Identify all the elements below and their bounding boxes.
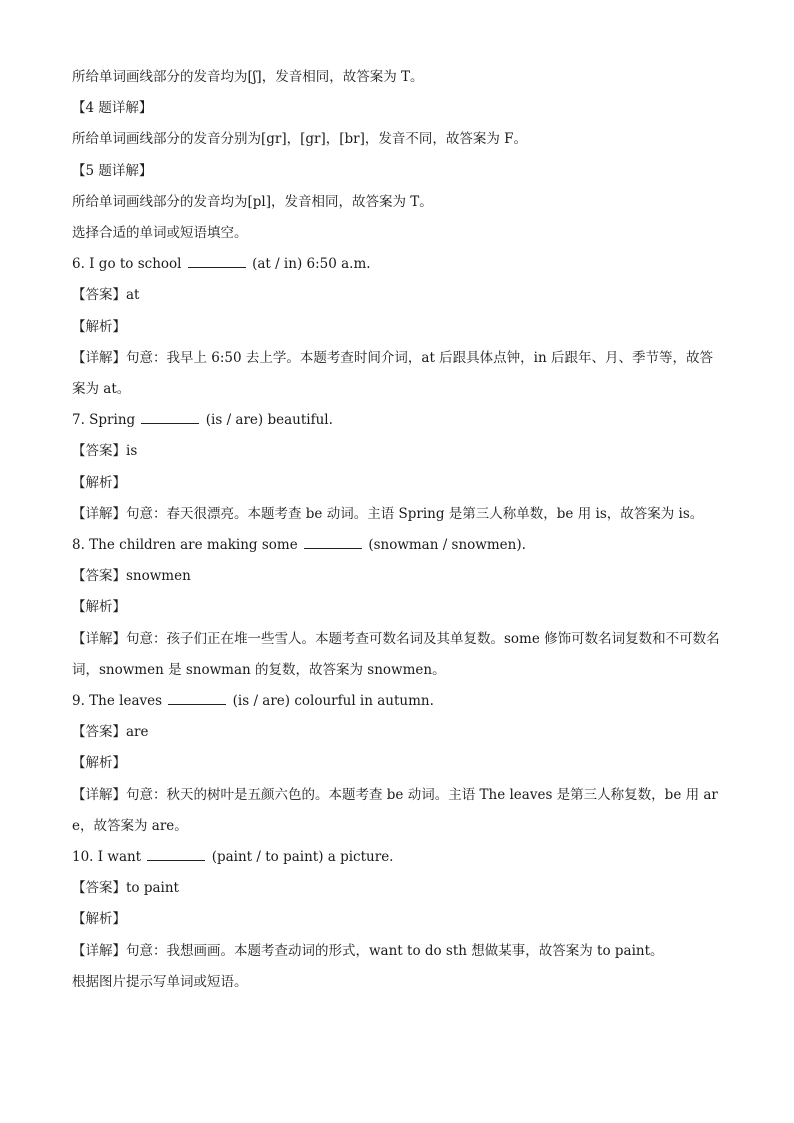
- question-options: (at / in) 6:50 a.m.: [252, 256, 371, 273]
- question-text: 8. The children are making some: [72, 537, 298, 554]
- answer-9: 【答案】are: [72, 724, 149, 741]
- answer-blank: [147, 849, 205, 861]
- explanation-q5: 所给单词画线部分的发音均为[pl]，发音相同，故答案为 T。: [72, 193, 433, 210]
- question-7: [72, 405, 722, 436]
- next-section-instruction: 根据图片提示写单词或短语。: [72, 973, 248, 990]
- detail-7: 【详解】句意：春天很漂亮。本题考查 be 动词。主语 Spring 是第三人称单数，be 用 is，故答案为 is。: [72, 505, 704, 522]
- answer-8: 【答案】snowmen: [72, 568, 191, 585]
- explanation-q4: 所给单词画线部分的发音分别为[gr]，[gr]，[br]，发音不同，故答案为 F。: [72, 131, 528, 148]
- question-text: 10. I want: [72, 849, 142, 866]
- answer-6: 【答案】at: [72, 287, 140, 304]
- question-8: [72, 530, 722, 561]
- question-9: [72, 686, 722, 717]
- detail-9: 【详解】句意：秋天的树叶是五颜六色的。本题考查 be 动词。主语 The leaves 是第三人称复数，be 用 are，故答案为 are。: [72, 786, 718, 834]
- question-10: [72, 842, 722, 873]
- section-instruction: 选择合适的单词或短语填空。: [72, 225, 248, 242]
- analysis-7: 【解析】: [72, 474, 126, 491]
- question-options: (snowman / snowmen).: [368, 537, 526, 554]
- analysis-9: 【解析】: [72, 755, 126, 772]
- detail-8: 【详解】句意：孩子们正在堆一些雪人。本题考查可数名词及其单复数。some 修饰可数名词复数和不可数名词，snowmen 是 snowman 的复数，故答案为 snowmen。: [72, 630, 720, 678]
- answer-10: 【答案】to paint: [72, 880, 179, 897]
- question-options: (paint / to paint) a picture.: [211, 849, 394, 866]
- answer-7: 【答案】is: [72, 443, 138, 460]
- explanation-q3: 所给单词画线部分的发音均为[ʃ]，发音相同，故答案为 T。: [72, 69, 424, 85]
- question-text: 6. I go to school: [72, 256, 182, 273]
- answer-blank: [141, 412, 199, 424]
- question-text: 9. The leaves: [72, 693, 163, 710]
- detail-6: 【详解】句意：我早上 6:50 去上学。本题考查时间介词，at 后跟具体点钟，in 后跟年、月、季节等，故答案为 at。: [72, 349, 713, 398]
- question-options: (is / are) beautiful.: [205, 412, 333, 429]
- heading-q4: 【4 题详解】: [72, 100, 153, 117]
- question-text: 7. Spring: [72, 412, 136, 429]
- question-options: (is / are) colourful in autumn.: [232, 693, 434, 710]
- detail-10: 【详解】句意：我想画画。本题考查动词的形式，want to do sth 想做某事，故答案为 to paint。: [72, 942, 664, 959]
- answer-blank: [304, 537, 362, 549]
- answer-blank: [188, 256, 246, 268]
- analysis-8: 【解析】: [72, 599, 126, 616]
- answer-blank: [168, 693, 226, 705]
- analysis-10: 【解析】: [72, 911, 126, 928]
- analysis-6: 【解析】: [72, 318, 126, 335]
- document-page: [72, 62, 722, 998]
- heading-q5: 【5 题详解】: [72, 162, 153, 179]
- question-6: [72, 249, 722, 280]
